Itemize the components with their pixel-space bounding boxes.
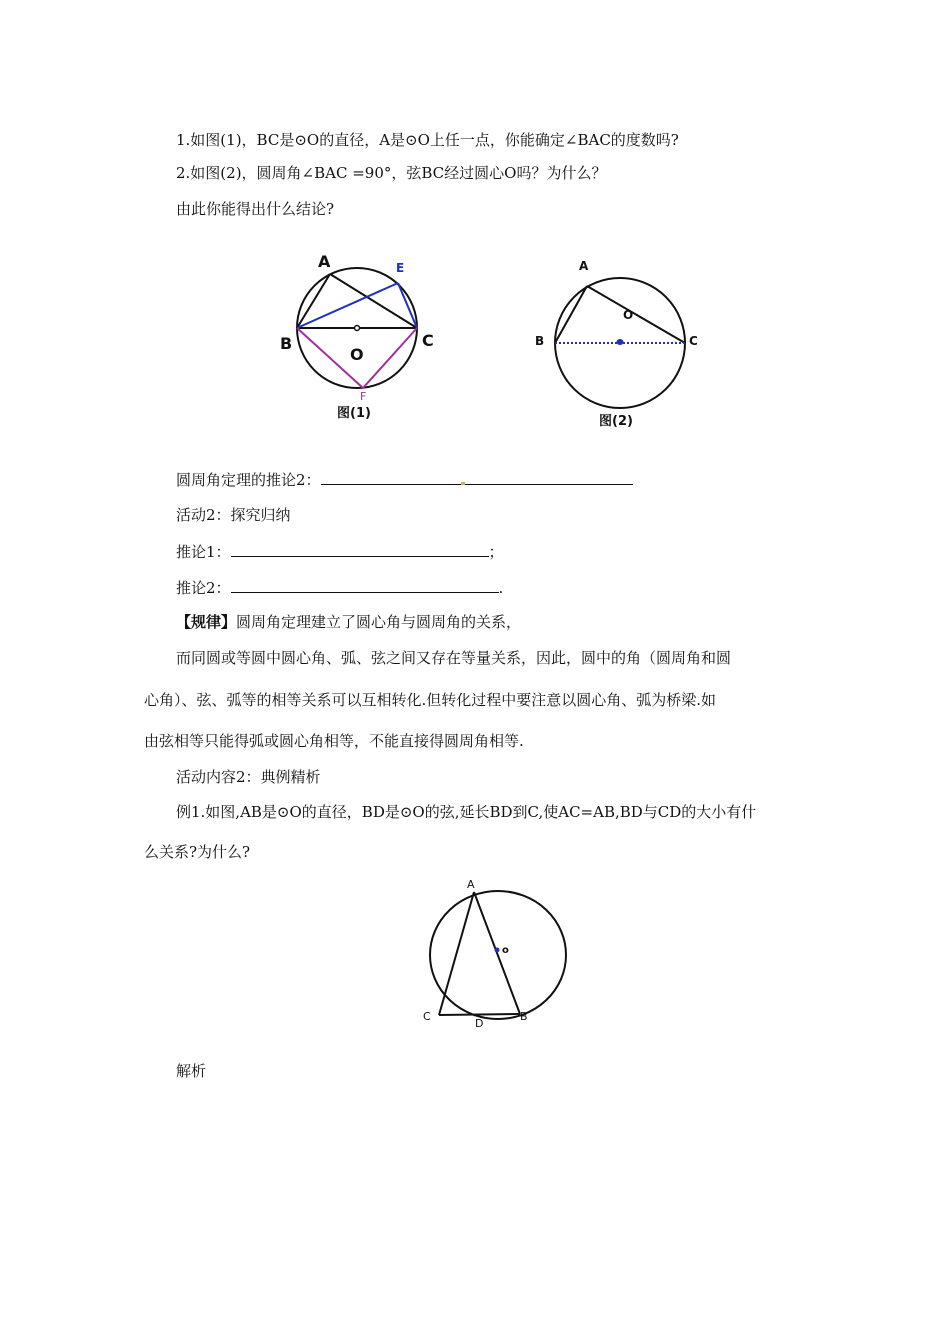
figure-3-center xyxy=(495,948,500,953)
figure-1-label-o: O xyxy=(350,345,364,364)
figure-3-segment-cb xyxy=(439,1014,520,1015)
figure-1-label-f: F xyxy=(360,390,367,403)
figure-2 xyxy=(525,255,715,435)
answer-blank[interactable] xyxy=(231,577,499,593)
corollary-2-line xyxy=(176,577,503,598)
example-1-line-1: 例1.如图,AB是⊙O的直径，BD是⊙O的弦,延长BD到C,使AC=AB,BD与CD的大小有什 xyxy=(176,803,757,821)
rule-line-2: 而同圆或等圆中圆心角、弧、弦之间又存在等量关系，因此，圆中的角（圆周角和圆 xyxy=(176,649,732,667)
rule-tag: 【规律】 xyxy=(176,613,237,631)
figure-1-chord-ac xyxy=(330,274,417,328)
figure-3-label-o: o xyxy=(502,945,509,956)
corollary-1-label: 推论1： xyxy=(176,543,231,561)
corollary-1-end: ； xyxy=(488,543,504,561)
rule-line-4: 由弦相等只能得弧或圆心角相等，不能直接得圆周角相等. xyxy=(144,732,524,750)
corollary-2-label: 推论2： xyxy=(176,579,231,597)
figure-2-label-o: O xyxy=(623,308,634,322)
figure-3-label-c: C xyxy=(423,1010,431,1023)
corollary-2-fill-label: 圆周角定理的推论2： xyxy=(176,471,321,489)
figure-1-label-c: C xyxy=(422,331,434,350)
figure-1-label-e: E xyxy=(396,261,405,275)
figure-1-center xyxy=(355,326,360,331)
answer-blank[interactable] xyxy=(321,469,461,485)
answer-blank[interactable] xyxy=(465,469,633,485)
figure-1 xyxy=(270,245,450,425)
figure-2-center xyxy=(617,339,624,345)
figure-1-label-a: A xyxy=(318,252,331,271)
corollary-1-line xyxy=(176,541,504,562)
figure-2-chord-ab xyxy=(555,286,587,343)
figure-1-chord-eb xyxy=(297,283,398,328)
rule-text-1: 圆周角定理建立了圆心角与圆周角的关系， xyxy=(236,613,522,631)
example-1-line-2: 么关系?为什么? xyxy=(144,843,251,861)
figure-2-label-a: A xyxy=(579,259,589,273)
figure-2-caption: 图(2) xyxy=(599,414,633,429)
activity-2-title: 活动2：探究归纳 xyxy=(176,506,291,524)
rule-line-1 xyxy=(176,612,521,632)
figure-3-label-a: A xyxy=(467,878,475,891)
figure-3-label-d: D xyxy=(475,1017,484,1030)
figure-2-label-b: B xyxy=(535,334,545,348)
activity-content-2: 活动内容2：典例精析 xyxy=(176,768,321,786)
question-3: 由此你能得出什么结论? xyxy=(176,200,335,218)
figure-3-segment-ac xyxy=(439,892,474,1015)
figure-3-diameter-ab xyxy=(474,892,520,1014)
figure-1-label-b: B xyxy=(280,334,293,353)
figure-3-label-b: B xyxy=(520,1010,528,1023)
corollary-2-end: . xyxy=(498,579,504,597)
figure-1-caption: 图(1) xyxy=(337,406,371,421)
question-1: 1.如图(1)，BC是⊙O的直径，A是⊙O上任一点，你能确定∠BAC的度数吗? xyxy=(176,131,679,149)
question-2: 2.如图(2)，圆周角∠BAC =90°，弦BC经过圆心O吗？为什么？ xyxy=(176,164,607,182)
answer-blank[interactable] xyxy=(231,541,489,557)
figure-3 xyxy=(415,872,585,1032)
rule-line-3: 心角）、弦、弧等的相等关系可以互相转化.但转化过程中要注意以圆心角、弧为桥梁.如 xyxy=(144,691,717,709)
figure-2-chord-ac xyxy=(587,286,685,343)
corollary-2-fill xyxy=(176,469,633,490)
analysis-label: 解析 xyxy=(176,1062,207,1080)
figure-2-label-c: C xyxy=(689,334,698,348)
